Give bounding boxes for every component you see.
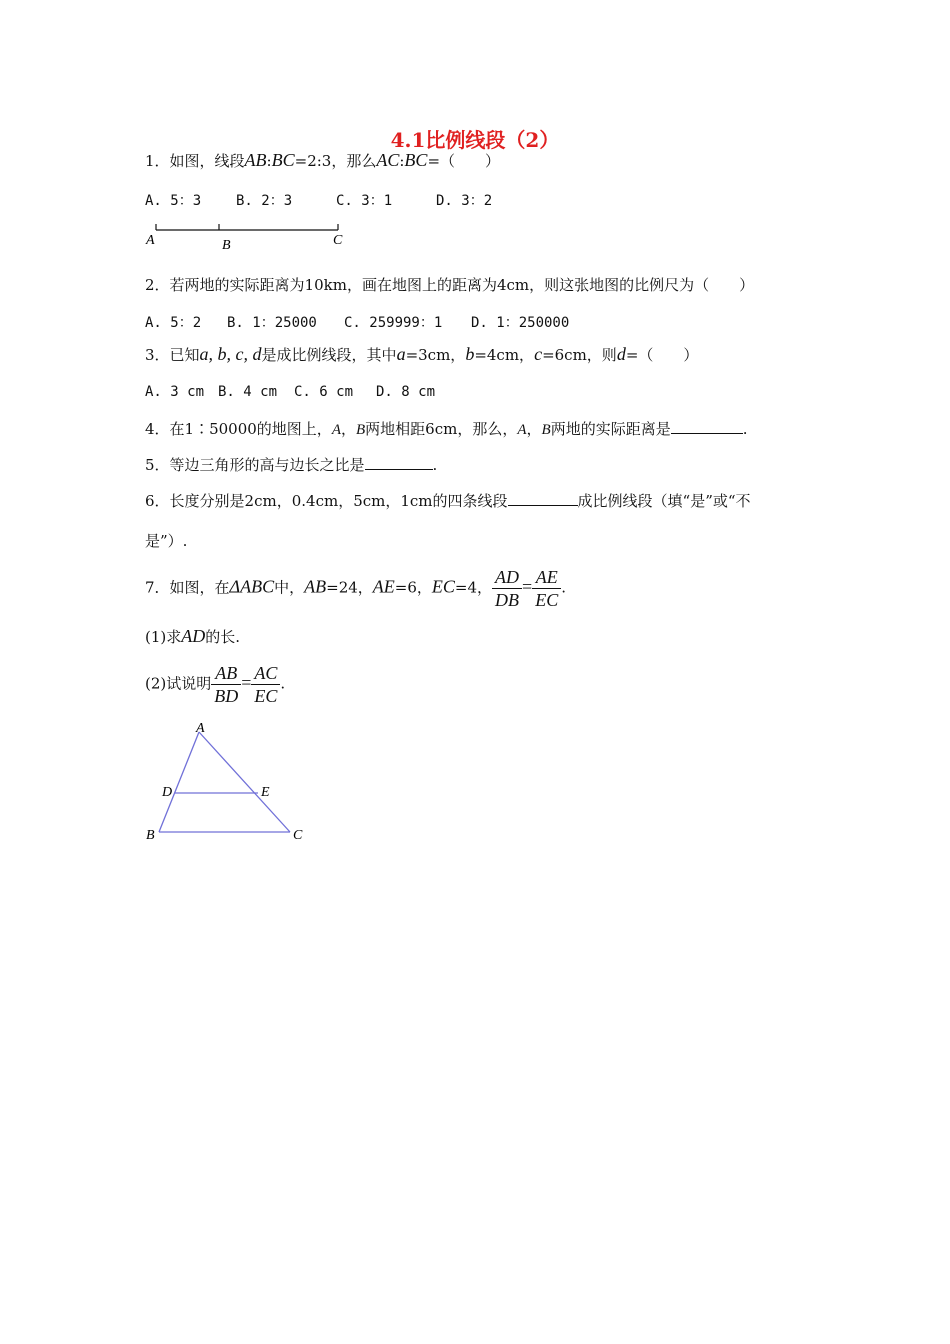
fraction-ac-ec: $\frac{AC}{EC}$	[251, 662, 280, 707]
side-ab	[159, 732, 199, 832]
question-7-part-1: (1)求AD的长.	[145, 626, 241, 646]
q1-option-a: A. 5：3	[145, 193, 202, 209]
question-4: 4．在1∶50000的地图上，A，B两地相距6cm，那么，A，B两地的实际距离是 .	[145, 420, 748, 438]
page-title: 4.1比例线段（2）	[390, 128, 560, 152]
point-label-a: A	[196, 721, 205, 736]
q3-option-c: C. 6 cm	[294, 384, 354, 400]
q3-option-b: B. 4 cm	[218, 384, 278, 400]
q1-option-c: C. 3：1	[336, 193, 393, 209]
q2-option-c: C. 259999：1	[344, 315, 443, 331]
q3-option-d: D. 8 cm	[376, 384, 436, 400]
point-label-b: B	[222, 238, 231, 253]
answer-blank[interactable]	[671, 419, 743, 434]
question-7: 7．如图，在ΔABC中，AB=24，AE=6，EC=4， $\frac{AD}{DB}$ = $\frac{AE}{EC}$ .	[145, 567, 566, 610]
fraction-ab-bd: $\frac{AB}{BD}$	[211, 662, 241, 707]
q2-option-d: D. 1：250000	[471, 315, 570, 331]
segment-figure	[140, 220, 360, 256]
point-label-b: B	[146, 828, 155, 843]
question-6-continued: 是”）.	[145, 532, 188, 550]
fraction-ad-db: $\frac{AD}{DB}$	[492, 566, 522, 611]
question-7-part-2: (2)试说明 $\frac{AB}{BD}$ = $\frac{AC}{EC}$ .	[145, 663, 286, 706]
triangle-figure	[140, 718, 320, 848]
point-label-d: D	[162, 785, 173, 800]
q1-option-b: B. 2：3	[236, 193, 293, 209]
q3-option-a: A. 3 cm	[145, 384, 205, 400]
question-2: 2．若两地的实际距离为10km，画在地图上的距离为4cm，则这张地图的比例尺为（ ）	[145, 276, 755, 294]
q2-option-a: A. 5：2	[145, 315, 202, 331]
point-label-c: C	[293, 828, 303, 843]
question-6: 6．长度分别是2cm，0.4cm，5cm，1cm的四条线段 成比例线段（填“是”或“不	[145, 492, 751, 510]
question-1: 1．如图，线段AB:BC=2:3，那么AC:BC=（ ）	[145, 150, 501, 170]
answer-blank[interactable]	[508, 491, 578, 506]
fraction-ae-ec: $\frac{AE}{EC}$	[532, 566, 561, 611]
q2-option-b: B. 1：25000	[227, 315, 317, 331]
point-label-e: E	[261, 785, 270, 800]
q1-option-d: D. 3：2	[436, 193, 493, 209]
side-ac	[199, 732, 290, 832]
point-label-c: C	[333, 233, 343, 248]
question-5: 5．等边三角形的高与边长之比是 .	[145, 456, 438, 474]
question-3: 3．已知a, b, c, d是成比例线段，其中a=3cm，b=4cm，c=6cm，则d=（ ）	[145, 344, 699, 364]
answer-blank[interactable]	[365, 455, 433, 470]
point-label-a: A	[146, 233, 155, 248]
